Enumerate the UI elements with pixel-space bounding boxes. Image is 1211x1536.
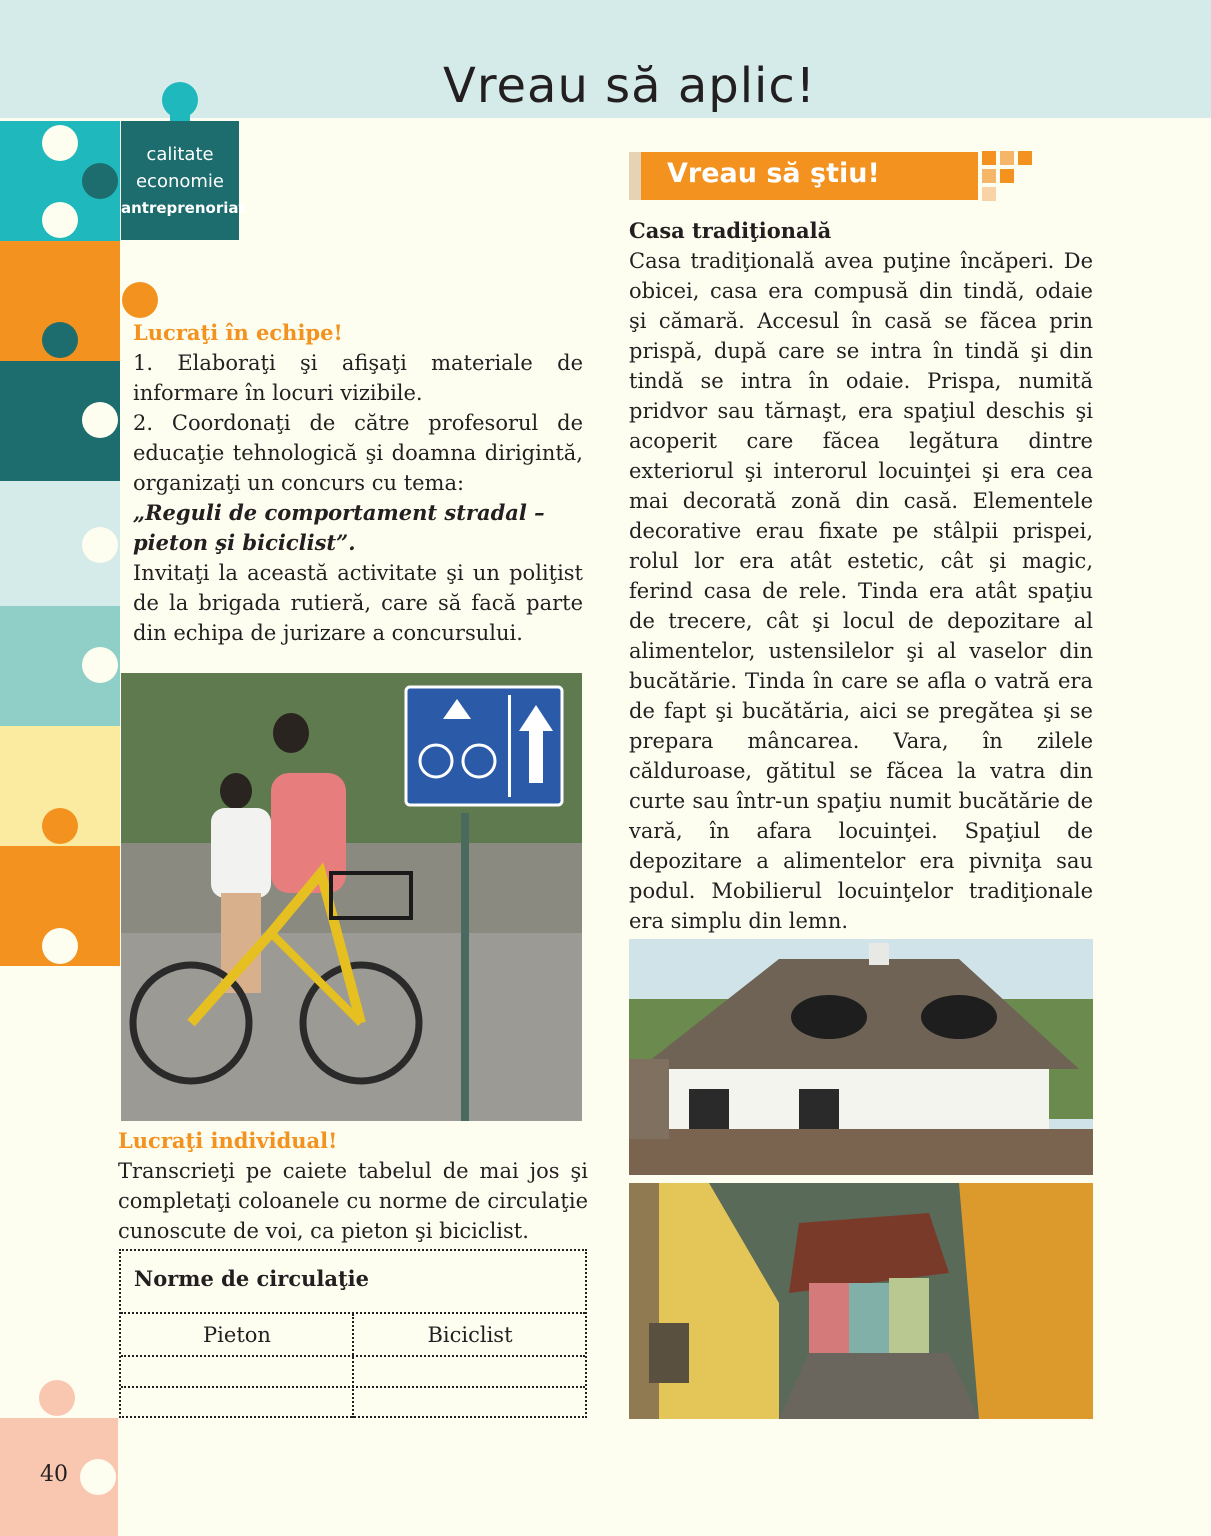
banner-title: Vreau să ştiu!: [667, 158, 880, 189]
table-header: [121, 1251, 585, 1314]
team-item-1: 1. Elaboraţi şi afişaţi materiale de informare în locuri vizibile.: [133, 351, 583, 405]
team-invite: Invitaţi la această activitate şi un poliţist de la brigada rutieră, care să facă parte din echipa de jurizare a concursului.: [133, 561, 583, 645]
individual-heading: Lucraţi individual!: [118, 1128, 338, 1153]
individual-text: Transcrieţi pe caiete tabelul de mai jos şi completaţi coloanele cu norme de circulaţie cunoscute de voi, ca pieton şi biciclist.: [118, 1159, 588, 1243]
traditional-house-section: [629, 216, 1093, 1026]
col-pedestrian: Pieton: [203, 1323, 271, 1347]
page-number: 40: [40, 1462, 68, 1487]
table-divider-vertical: [352, 1314, 354, 1418]
banner-squares-decoration: [982, 151, 1034, 201]
traffic-rules-table: [119, 1249, 587, 1418]
banner-accent: [629, 152, 641, 200]
tag-entrepreneurship: antreprenoriat: [121, 199, 246, 217]
category-tag: [121, 121, 246, 240]
team-heading: Lucraţi în echipe!: [133, 320, 343, 345]
tag-quality: calitate: [146, 144, 214, 165]
table-title: Norme de circulaţie: [134, 1266, 370, 1291]
table-row-line: [121, 1355, 585, 1357]
individual-section: [118, 1126, 588, 1246]
team-item-2: 2. Coordonaţi de către profesorul de educaţie tehnologică şi doamna dirigintă, organizaţi un concurs cu tema:: [133, 411, 583, 495]
bicycle-photo: [121, 673, 582, 1121]
house-title: Casa tradiţională: [629, 218, 832, 243]
tag-economy: economie: [135, 171, 224, 192]
thatched-house-photo: [629, 939, 1093, 1175]
page-title: Vreau să aplic!: [443, 58, 817, 114]
old-street-photo: [629, 1183, 1093, 1419]
contest-theme: „Reguli de comportament stradal – pieton şi biciclist”.: [133, 500, 545, 555]
team-section: [133, 318, 583, 648]
col-cyclist: Biciclist: [427, 1323, 513, 1347]
table-row-line: [121, 1386, 585, 1388]
house-paragraph-1: Casa tradiţională avea puţine încăperi. De obicei, casa era compusă din tindă, odaie şi cămară. Accesul în casă se făcea prin prispă, după care se intra în tindă şi din tindă se intra în odaie. Prispa, numită pridvor sau tărnaşt, era spaţiul deschis şi acoperit care făcea legătura dintre exteriorul şi interorul locuinţei şi era cea mai decorată zonă din casă. Elementele decorative erau fixate pe stâlpii prispei, rolul lor era atât estetic, cât şi magic, ferind casa de rele. Tinda era atât spaţiu de trecere, cât şi locul de depozitare al alimentelor, ustensilelor şi al vaselor din bucătărie. Tinda în care se afla o vatră era de fapt şi bucătăria, aici se pregătea şi se prepara mâncarea. Vara, în zilele călduroase, gătitul se făcea la vatra din curte sau într-un spaţiu numit bucătărie de vară, în afara locuinţei. Spaţiul de depozitare a alimentelor era pivniţa sau podul. Mobilierul locuinţelor tradiţionale era simplu din lemn.: [629, 249, 1093, 933]
